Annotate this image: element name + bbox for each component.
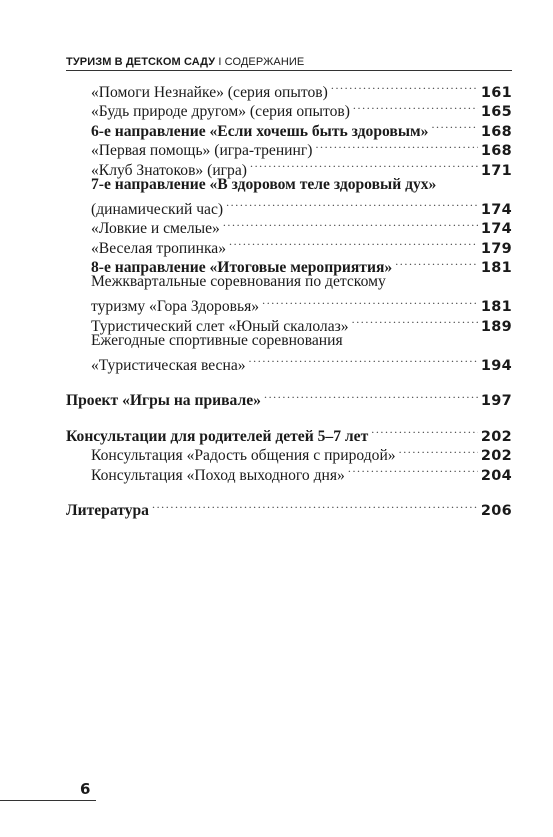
toc-entry-page: 181 (480, 299, 512, 315)
dot-leader (264, 386, 478, 406)
dot-leader (229, 233, 478, 253)
toc-entry-page: 171 (480, 162, 512, 179)
toc-entry-page: 202 (480, 448, 512, 464)
toc-entry-page: 181 (480, 260, 512, 276)
toc-entry-title: Консультации для родителей детей 5–7 лет (66, 427, 369, 445)
footer-rule (0, 800, 96, 801)
toc-entry[interactable] (66, 77, 512, 101)
book-title: ТУРИЗМ В ДЕТСКОМ САДУ (66, 56, 216, 68)
page-number: 6 (80, 780, 91, 798)
toc-entry-title: «Туристическая весна» (91, 356, 246, 374)
dot-leader (353, 97, 478, 117)
header-rule (66, 70, 512, 71)
toc-entry[interactable] (66, 386, 512, 409)
toc-line: 7-е направление «В здоровом теле здоровый дух» (91, 175, 437, 193)
dot-leader (249, 350, 478, 370)
toc-entry-title: (динамический час) (91, 200, 224, 218)
toc-entry-page: 168 (480, 143, 512, 159)
toc-entry-page: 197 (480, 393, 512, 409)
toc-entry-title: Консультация «Радость общения с природой» (91, 447, 396, 464)
dot-leader (262, 292, 478, 312)
section-name: СОДЕРЖАНИЕ (224, 56, 305, 68)
dot-leader (399, 441, 478, 461)
toc-entry-page: 206 (480, 503, 512, 519)
toc-entry-page: 204 (480, 467, 512, 484)
toc-entry-title: «Первая помощь» (игра-тренинг) (91, 142, 313, 159)
toc-entry-title: Консультация «Поход выходного дня» (91, 466, 345, 484)
toc-entry-page: 194 (480, 357, 512, 374)
toc-entry[interactable] (66, 194, 512, 218)
toc-entry-title: «Ловкие и смелые» (91, 220, 220, 237)
dot-leader (331, 77, 478, 97)
dot-leader (348, 460, 478, 480)
dot-leader (223, 214, 478, 234)
toc-entry[interactable] (66, 350, 512, 374)
toc-line: Межквартальные соревнования по детскому (91, 273, 386, 290)
toc-entry-title: «Будь природе другом» (серия опытов) (91, 103, 350, 120)
header-separator: I (215, 56, 225, 68)
toc-entry-title: Туристический слет «Юный скалолаз» (91, 317, 349, 335)
toc-entry-title: 6-е направление «Если хочешь быть здоровым» (91, 122, 429, 140)
toc-entry[interactable] (66, 496, 512, 519)
toc-entry-page: 174 (480, 201, 512, 218)
table-of-contents (66, 77, 512, 519)
toc-entry-title: 8-е направление «Итоговые мероприятия» (91, 259, 393, 276)
dot-leader (226, 194, 478, 214)
dot-leader (352, 311, 478, 331)
dot-leader (431, 116, 477, 136)
toc-entry-title: туризму «Гора Здоровья» (91, 298, 260, 315)
toc-entry-page: 161 (480, 84, 512, 101)
toc-entry-title: «Клуб Знатоков» (игра) (91, 161, 247, 179)
toc-entry-title: «Веселая тропинка» (91, 239, 227, 257)
dot-leader (152, 496, 478, 516)
toc-entry-title: «Помоги Незнайке» (серия опытов) (91, 83, 328, 101)
toc-entry-title: Литература (66, 502, 149, 519)
dot-leader (250, 155, 478, 175)
toc-entry-page: 165 (480, 104, 512, 120)
toc-entry-title: Проект «Игры на привале» (66, 392, 261, 409)
toc-entry-page: 174 (480, 221, 512, 237)
dot-leader (395, 253, 478, 273)
toc-entry-page: 179 (480, 240, 512, 257)
toc-entry-page: 202 (480, 428, 512, 445)
dot-leader (371, 421, 478, 441)
dot-leader (315, 136, 477, 156)
toc-line: Ежегодные спортивные соревнования (91, 331, 343, 349)
toc-entry-page: 168 (480, 123, 512, 140)
toc-entry[interactable] (66, 421, 512, 445)
toc-entry-page: 189 (480, 318, 512, 335)
toc-entry[interactable] (66, 292, 512, 315)
